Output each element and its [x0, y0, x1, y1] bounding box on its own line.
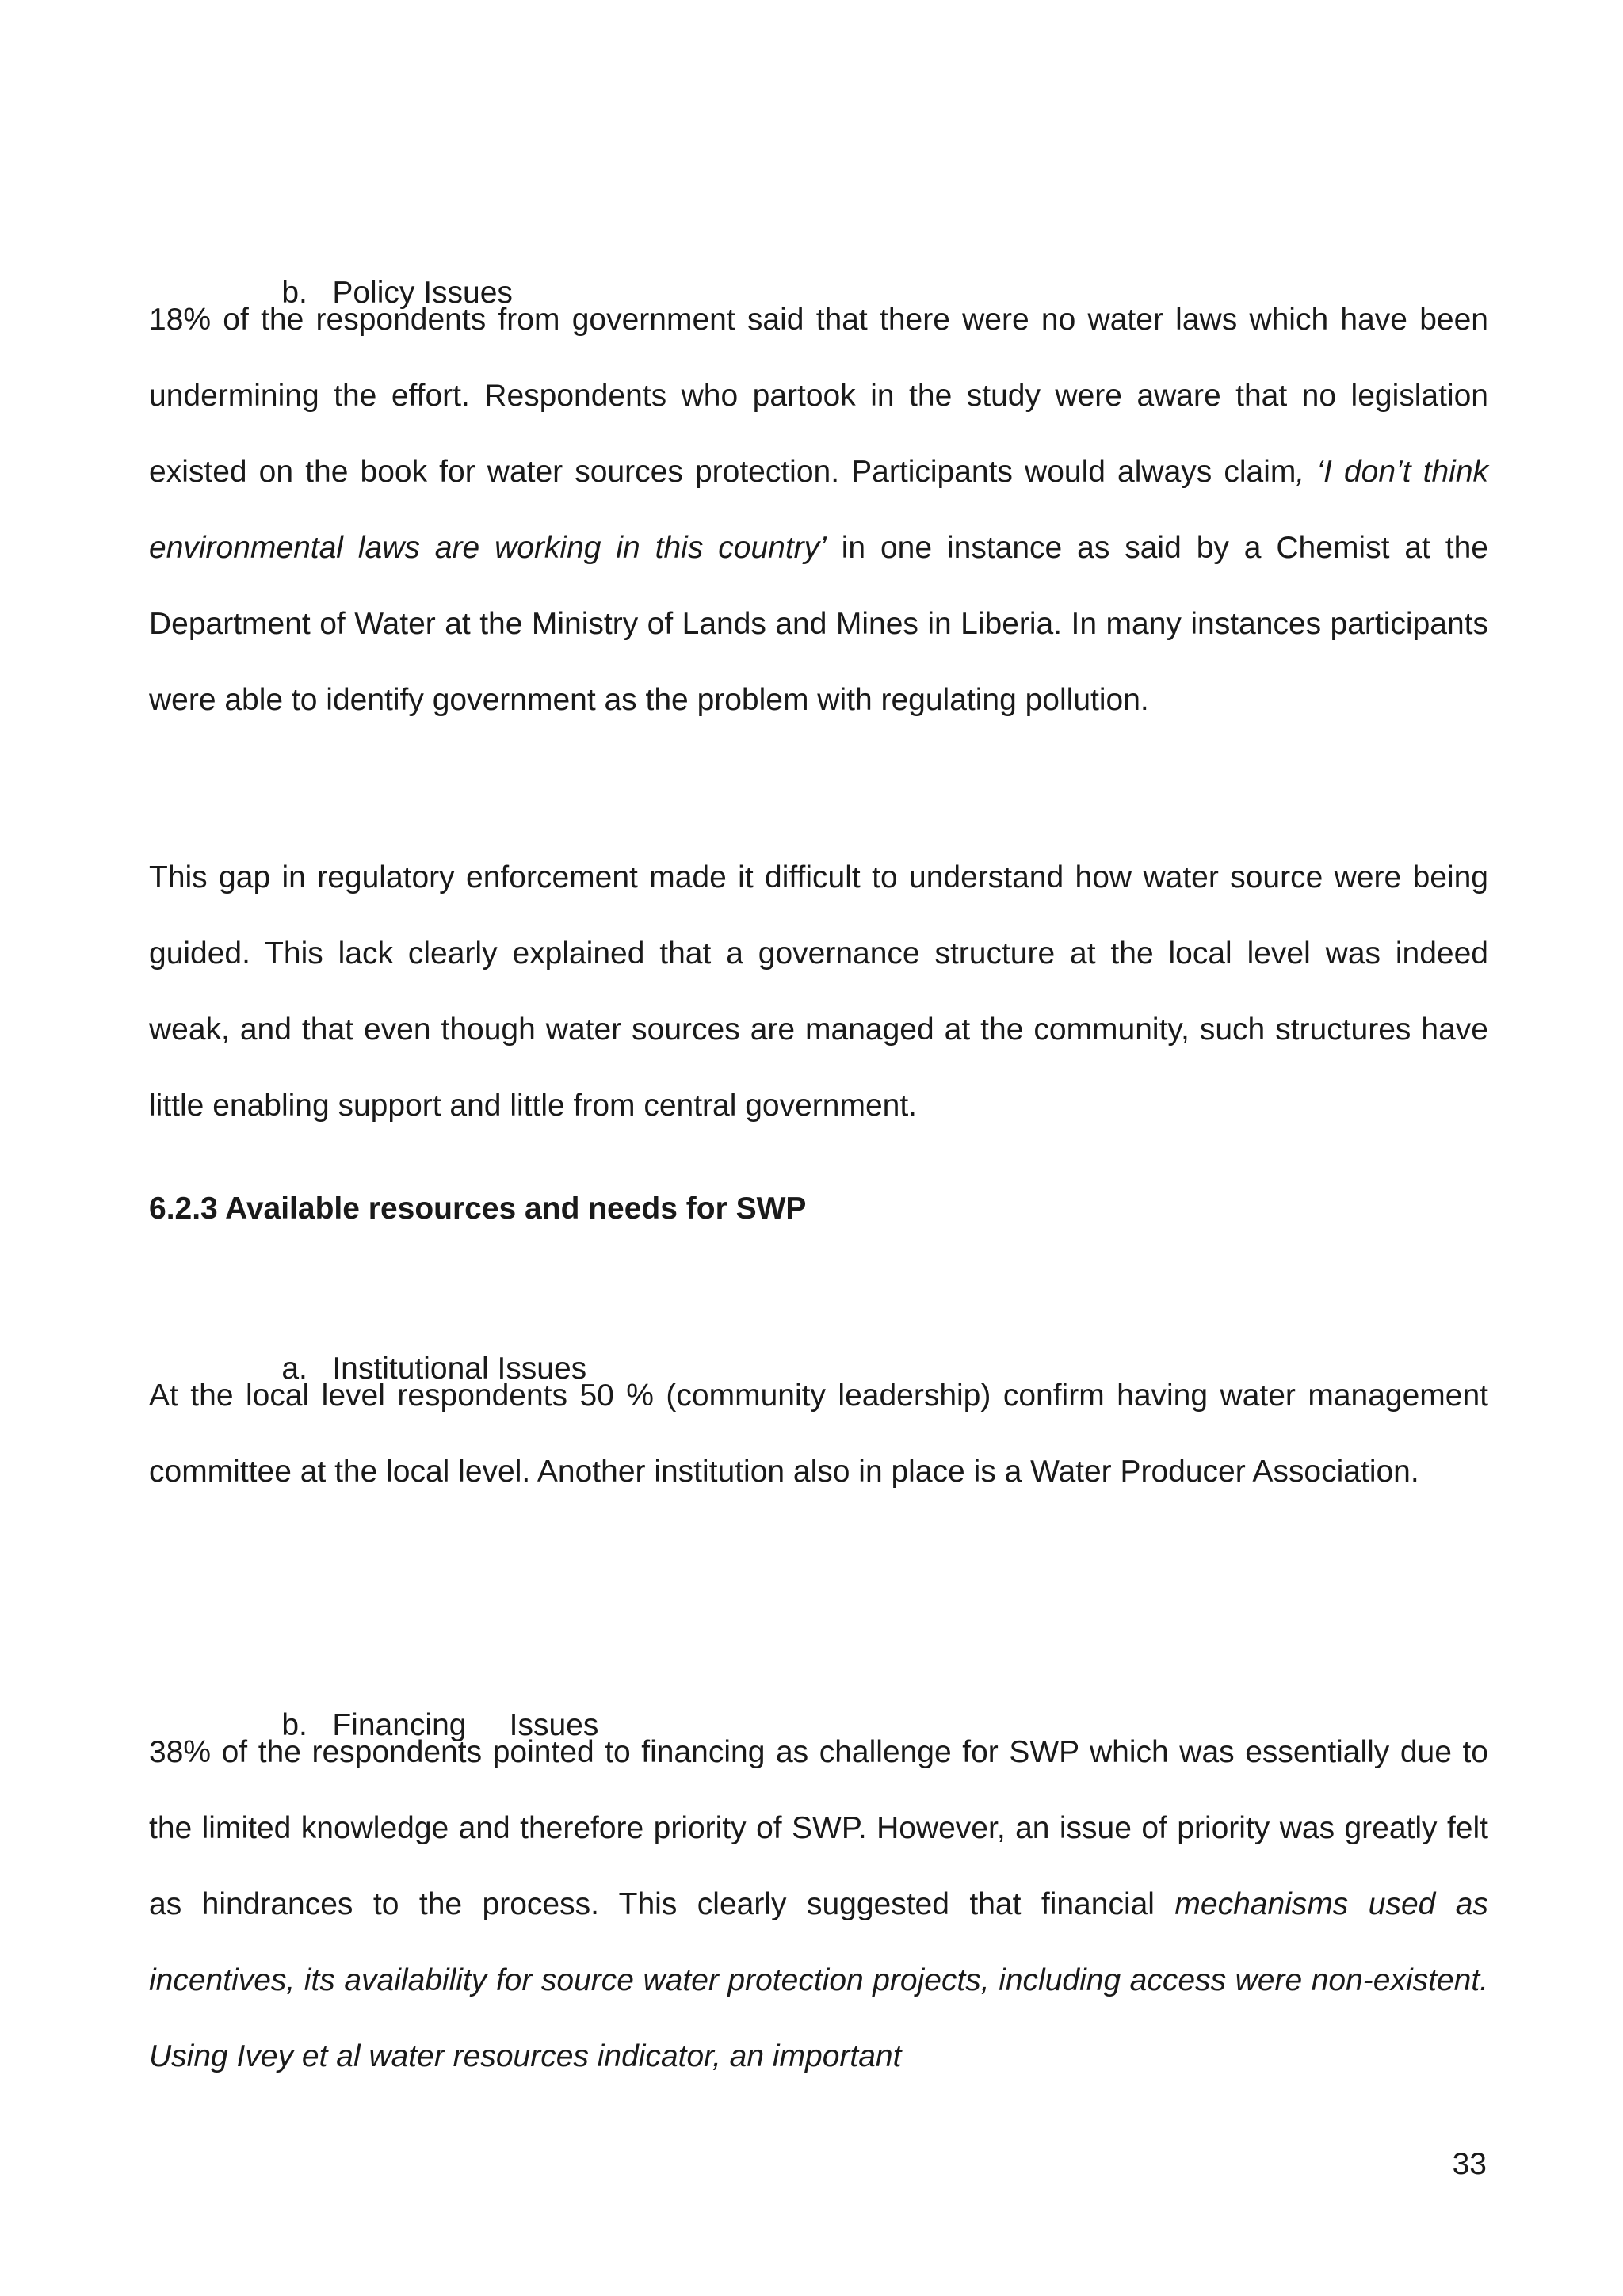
para-text: in one instance as said by a Chemist at the Department of Water at the Ministry of Lands and Mines in Liberia. In many instances participants were able to identify government as the problem with regulating pollution.: [149, 531, 1488, 717]
list-title: Institutional Issues: [332, 1352, 587, 1386]
para-text: 18% of the respondents from government said that there were no water laws which have been undermining the effort. Respondents who partook in the study were aware that no legislation existed on the book for water sources protection. Participants would always claim: [149, 303, 1488, 489]
list-marker: a.: [281, 1352, 307, 1386]
list-title: Policy Issues: [332, 276, 513, 310]
list-marker: b.: [281, 276, 307, 310]
page-number: 33: [1452, 2147, 1487, 2181]
para-text: 38% of the respondents pointed to financing as challenge for SWP which was essentially due to the limited knowledge and therefore priority of SWP. However, an issue of priority was greatly felt as hindrances to the process. This clearly suggested that financial: [149, 1735, 1488, 1921]
list-marker: b.: [281, 1708, 307, 1742]
institutional-paragraph: [149, 1358, 1488, 1510]
para-text: This gap in regulatory enforcement made it difficult to understand how water source were being guided. This lack clearly explained that a governance structure at the local level was indeed weak, and that even though water sources are managed at the community, such structures have little enabling support and little from central government.: [149, 860, 1488, 1123]
italic-text: mechanisms used as incentives, its availability for source water protection projects, including access were non-existent. Using Ivey et al water resources indicator, an important: [149, 1887, 1488, 2073]
quote-text: , ‘I don’t think environmental laws are working in this country’: [149, 455, 1489, 565]
policy-paragraph: [149, 282, 1488, 738]
financing-paragraph: [149, 1714, 1488, 2095]
para-text: At the local level respondents 50 % (community leadership) confirm having water management committee at the local level. Another institution also in place is a Water Producer Association.: [149, 1379, 1488, 1489]
list-title: Financing Issues: [332, 1708, 599, 1742]
gap-paragraph: [149, 840, 1488, 1144]
section-heading-6-2-3: 6.2.3 Available resources and needs for SWP: [149, 1192, 807, 1226]
